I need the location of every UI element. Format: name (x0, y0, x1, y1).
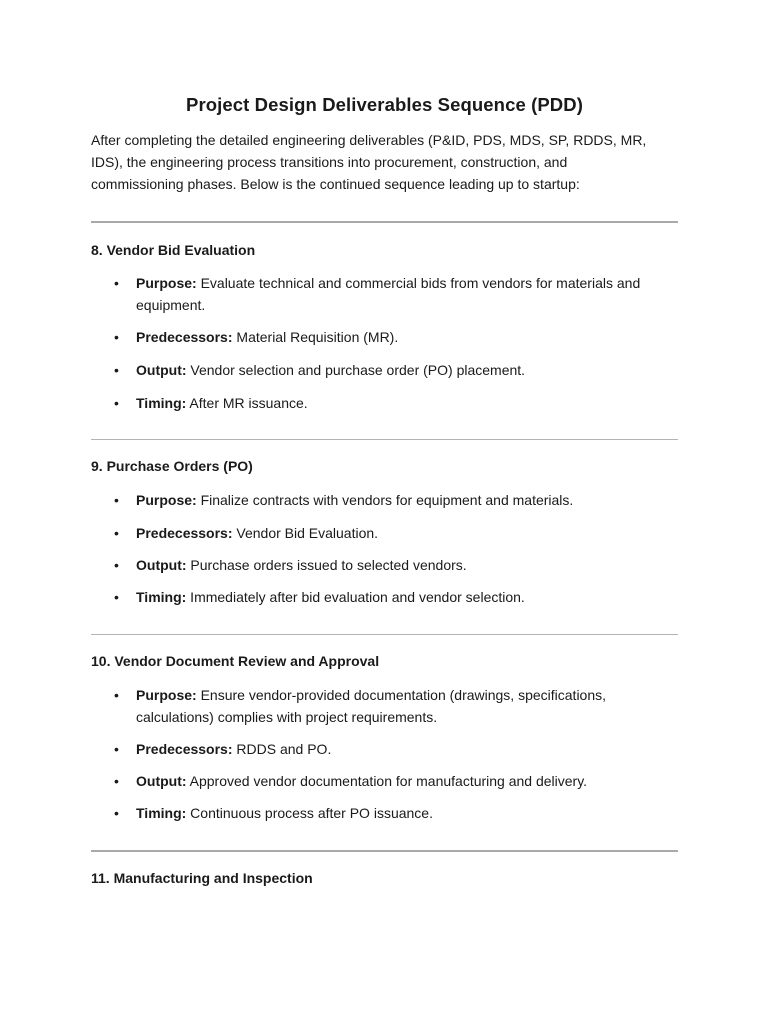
section-heading: 10. Vendor Document Review and Approval (91, 653, 380, 669)
bullet-icon: • (114, 395, 119, 411)
list-item (91, 554, 678, 576)
item-text: Purchase orders issued to selected vendors. (186, 557, 467, 573)
bullet-icon: • (114, 557, 119, 573)
item-label: Timing: (136, 805, 187, 821)
item-label: Purpose: (136, 492, 197, 508)
list-item (91, 802, 678, 824)
section-manufacturing-inspection (91, 869, 678, 887)
item-text: Material Requisition (MR). (232, 329, 399, 345)
section-purchase-orders (91, 457, 678, 608)
document-page (91, 0, 678, 887)
bullet-icon: • (114, 492, 119, 508)
section-divider (91, 850, 678, 852)
section-heading: 11. Manufacturing and Inspection (91, 870, 313, 886)
intro-paragraph: After completing the detailed engineering deliverables (P&ID, PDS, MDS, SP, RDDS, MR, IDS), the engineering process transitions into procurement, construction, and commissioning phases. Below is the continued sequence leading up to startup: (91, 132, 647, 192)
item-text: Finalize contracts with vendors for equipment and materials. (196, 492, 574, 508)
bullet-icon: • (114, 741, 119, 757)
list-item (91, 770, 678, 792)
section-vendor-bid-evaluation (91, 241, 678, 414)
section-item-list (91, 684, 678, 824)
bullet-icon: • (114, 773, 119, 789)
section-vendor-document-review (91, 652, 678, 824)
bullet-icon: • (114, 589, 119, 605)
item-label: Output: (136, 773, 187, 789)
section-heading: 8. Vendor Bid Evaluation (91, 242, 256, 258)
section-divider (91, 634, 678, 635)
bullet-icon: • (114, 805, 119, 821)
list-item (91, 326, 678, 348)
item-text: Vendor Bid Evaluation. (232, 525, 379, 541)
item-text: Approved vendor documentation for manufacturing and delivery. (186, 773, 588, 789)
item-text: RDDS and PO. (232, 741, 332, 757)
list-item (91, 359, 678, 381)
item-label: Output: (136, 557, 187, 573)
bullet-icon: • (114, 329, 119, 345)
document-title: Project Design Deliverables Sequence (PDD) (186, 94, 583, 115)
item-text: Evaluate technical and commercial bids from vendors for materials and equipment. (136, 275, 641, 313)
bullet-icon: • (114, 362, 119, 378)
list-item (91, 522, 678, 544)
section-item-list (91, 272, 678, 414)
section-item-list (91, 489, 678, 608)
item-text: Immediately after bid evaluation and vendor selection. (186, 589, 525, 605)
item-text: After MR issuance. (186, 395, 308, 411)
list-item (91, 272, 678, 316)
list-item (91, 392, 678, 414)
item-label: Timing: (136, 589, 187, 605)
section-divider (91, 221, 678, 223)
item-text: Ensure vendor-provided documentation (drawings, specifications, calculations) complies with project requirements. (136, 687, 607, 725)
item-text: Continuous process after PO issuance. (186, 805, 433, 821)
list-item (91, 586, 678, 608)
item-label: Predecessors: (136, 329, 233, 345)
item-label: Purpose: (136, 687, 197, 703)
section-heading: 9. Purchase Orders (PO) (91, 458, 253, 474)
item-label: Purpose: (136, 275, 197, 291)
list-item (91, 684, 678, 728)
item-label: Output: (136, 362, 187, 378)
bullet-icon: • (114, 525, 119, 541)
item-label: Predecessors: (136, 741, 233, 757)
bullet-icon: • (114, 687, 119, 703)
bullet-icon: • (114, 275, 119, 291)
item-label: Predecessors: (136, 525, 233, 541)
item-label: Timing: (136, 395, 187, 411)
section-divider (91, 439, 678, 440)
list-item (91, 489, 678, 511)
item-text: Vendor selection and purchase order (PO) placement. (186, 362, 526, 378)
list-item (91, 738, 678, 760)
